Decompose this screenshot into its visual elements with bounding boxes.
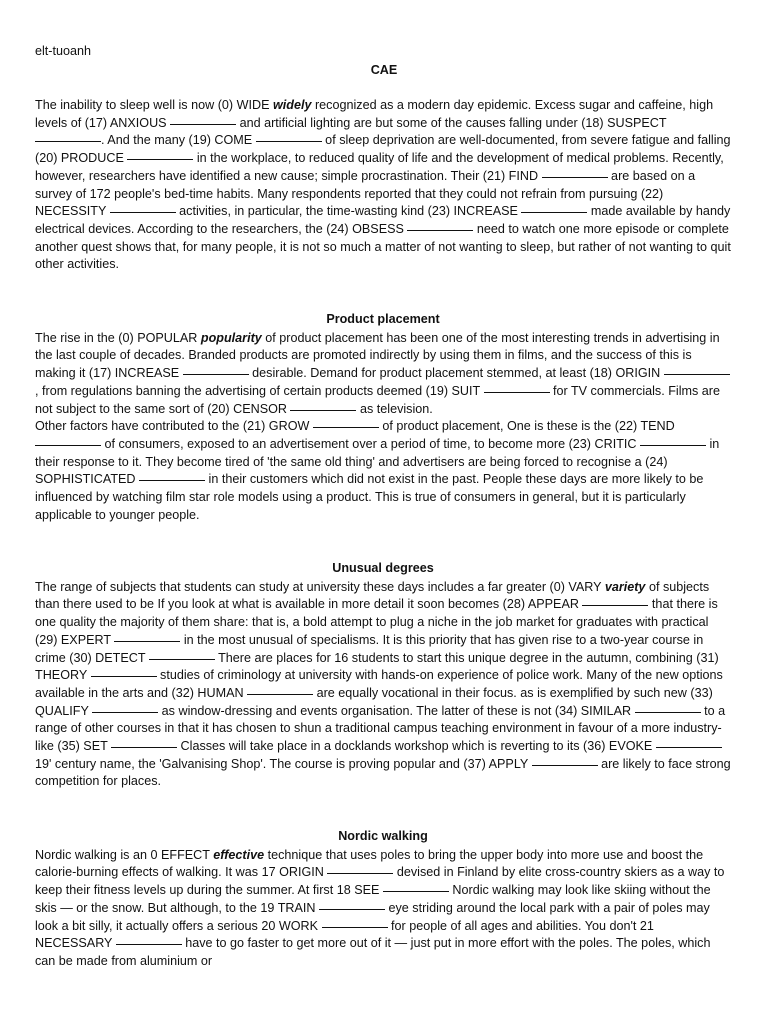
- answer-blank[interactable]: [327, 873, 393, 874]
- passage-text: Nordic walking may look like skiing without the skis — or the snow. But although, to the 19 TRAIN: [35, 883, 711, 915]
- passage-text: made available by handy electrical devices. According to the researchers, the (24) OBSESS: [35, 204, 731, 236]
- answer-blank[interactable]: [521, 212, 587, 213]
- example-answer: widely: [272, 98, 312, 112]
- answer-blank[interactable]: [582, 605, 648, 606]
- answer-blank[interactable]: [383, 891, 449, 892]
- section-nordic-walking: [35, 828, 731, 971]
- passage-text: desirable. Demand for product placement stemmed, at least (18) ORIGIN: [248, 366, 664, 381]
- answer-blank[interactable]: [407, 230, 473, 231]
- passage-text: Other factors have contributed to the (21) GROW: [35, 419, 313, 434]
- section-heading: Unusual degrees: [332, 561, 434, 575]
- passage-text: have to go faster to get more out of it — just put in more effort with the poles. The poles, which can be made from aluminium or: [35, 936, 711, 968]
- answer-blank[interactable]: [35, 141, 101, 142]
- answer-blank[interactable]: [640, 445, 706, 446]
- passage-text: eye striding around the local park with a pair of poles may look a bit silly, it actually offers a serious 20 WORK: [35, 900, 710, 933]
- section-product-placement: [35, 311, 731, 524]
- passage-text: The rise in the (0) POPULAR: [35, 330, 201, 345]
- passage-text: and artificial lighting are but some of the causes falling under (18) SUSPECT: [236, 115, 667, 130]
- answer-blank[interactable]: [313, 427, 379, 428]
- answer-blank[interactable]: [484, 392, 550, 393]
- answer-blank[interactable]: [247, 694, 313, 695]
- passage-text: of subjects than there used to be If you look at what is available in more detail it soon becomes (28) APPEAR: [35, 579, 710, 612]
- passage-text: in the most unusual of specialisms. It is this priority that has given rise to a two-year course in crime (30) DETECT: [35, 632, 704, 665]
- exercise-paragraph: [35, 847, 731, 971]
- answer-blank[interactable]: [116, 944, 182, 945]
- passage-text: Classes will take place in a docklands workshop which is reverting to its (36) EVOKE: [177, 739, 656, 754]
- answer-blank[interactable]: [656, 747, 722, 748]
- passage-text: as window-dressing and events organisation. The latter of these is not (34) SIMILAR: [158, 703, 635, 718]
- answer-blank[interactable]: [635, 712, 701, 713]
- answer-blank[interactable]: [139, 480, 205, 481]
- example-answer: variety: [604, 579, 646, 594]
- passage-text: for people of all ages and abilities. You don't 21 NECESSARY: [35, 918, 654, 951]
- answer-blank[interactable]: [183, 374, 249, 375]
- exercise-paragraph: [35, 330, 731, 419]
- passage-text: are equally vocational in their focus. as is exemplified by such new (33) QUALIFY: [35, 685, 713, 718]
- section-heading: Nordic walking: [338, 829, 428, 843]
- passage-text: The range of subjects that students can study at university these days includes a far greater (0) VARY: [35, 579, 605, 594]
- passage-text: are based on a survey of 172 people's bed-time habits. Many respondents reported that they could not refrain from pursuing (22) NECESSITY: [35, 168, 696, 219]
- answer-blank[interactable]: [664, 374, 730, 375]
- passage-text: need to watch one more episode or complete another quest shows that, for many people, it is not so much a matter of not wanting to sleep, but rather of not wanting to quit other activities.: [35, 221, 731, 272]
- passage-text: The inability to sleep well is now (0) WIDE: [35, 98, 273, 112]
- answer-blank[interactable]: [322, 927, 388, 928]
- author-header: elt-tuoanh: [35, 44, 92, 58]
- passage-text: studies of criminology at university with hands-on experience of police work. Many of the new options available in the arts and (32) HUMAN: [35, 668, 723, 700]
- answer-blank[interactable]: [110, 212, 176, 213]
- answer-blank[interactable]: [127, 159, 193, 160]
- answer-blank[interactable]: [170, 124, 236, 125]
- passage-text: devised in Finland by elite cross-country skiers as a way to keep their fitness levels up during the summer. At first 18 SEE: [35, 865, 725, 898]
- passage-text: for TV commercials. Films are not subject to the same sort of (20) CENSOR: [35, 383, 721, 416]
- passage-text: Nordic walking is an 0 EFFECT: [35, 847, 214, 862]
- example-answer: effective: [213, 847, 265, 862]
- passage-text: There are places for 16 students to start this unique degree in the autumn, combining (31) THEORY: [35, 650, 719, 683]
- passage-text: . And the many (19) COME: [101, 133, 256, 148]
- exercise-paragraph: [35, 97, 731, 274]
- answer-blank[interactable]: [319, 909, 385, 910]
- answer-blank[interactable]: [111, 747, 177, 748]
- passage-text: in their response to it. They become tired of 'the same old thing' and advertisers are being forced to recognise a (24) SOPHISTICATED: [35, 436, 720, 487]
- answer-blank[interactable]: [35, 445, 101, 446]
- passage-text: of product placement, One is these is the (22) TEND: [378, 419, 675, 434]
- section-sleep: [35, 97, 731, 274]
- passage-text: technique that uses poles to bring the upper body into more use and boost the calorie-burning effects of walking. It was 17 ORIGIN: [35, 847, 704, 880]
- answer-blank[interactable]: [290, 410, 356, 411]
- example-answer: popularity: [200, 330, 262, 345]
- answer-blank[interactable]: [91, 676, 157, 677]
- passage-text: of consumers, exposed to an advertisement over a period of time, to become more (23) CRITIC: [101, 436, 640, 451]
- exercise-paragraph: [35, 579, 731, 791]
- passage-text: to a range of other courses in that it has chosen to shun a traditional campus teaching environment in favour of a more industry-like (35) SET: [35, 703, 726, 754]
- passage-text: in the workplace, to reduced quality of life and the development of medical problems. Recently, however, researchers have identified a new cause; simple procrastination. Their (21) FIND: [35, 151, 724, 183]
- passage-text: activities, in particular, the time-wasting kind (23) INCREASE: [175, 204, 522, 219]
- answer-blank[interactable]: [114, 641, 180, 642]
- exercise-paragraph: [35, 418, 731, 524]
- section-unusual-degrees: [35, 560, 731, 791]
- passage-text: 19' century name, the 'Galvanising Shop'. The course is proving popular and (37) APPLY: [35, 756, 532, 771]
- passage-text: are likely to face strong competition for places.: [35, 756, 731, 789]
- passage-text: as television.: [356, 401, 433, 416]
- passage-text: of sleep deprivation are well-documented, from severe fatigue and falling (20) PRODUCE: [35, 133, 731, 166]
- answer-blank[interactable]: [532, 765, 598, 766]
- passage-text: , from regulations banning the advertising of certain products deemed (19) SUIT: [35, 383, 484, 398]
- passage-text: of product placement has been one of the most interesting trends in advertising in the last couple of decades. Branded products are promoted indirectly by using them in films, and the success of this is making it (17) INCREASE: [35, 330, 720, 381]
- answer-blank[interactable]: [542, 177, 608, 178]
- document-title: CAE: [370, 63, 398, 77]
- passage-text: recognized as a modern day epidemic. Excess sugar and caffeine, high levels of (17) ANXIOUS: [35, 98, 714, 130]
- answer-blank[interactable]: [92, 712, 158, 713]
- passage-text: in their customers which did not exist in the past. People these days are more likely to be influenced by watching film star role models using a product. This is true of consumers in general, but it is particularly applicable to younger people.: [35, 472, 704, 522]
- section-heading: Product placement: [326, 312, 440, 326]
- passage-text: that there is one quality the majority of them share: that is, a bold attempt to plug a niche in the job market for graduates with practical (29) EXPERT: [35, 597, 718, 647]
- answer-blank[interactable]: [149, 659, 215, 660]
- answer-blank[interactable]: [256, 141, 322, 142]
